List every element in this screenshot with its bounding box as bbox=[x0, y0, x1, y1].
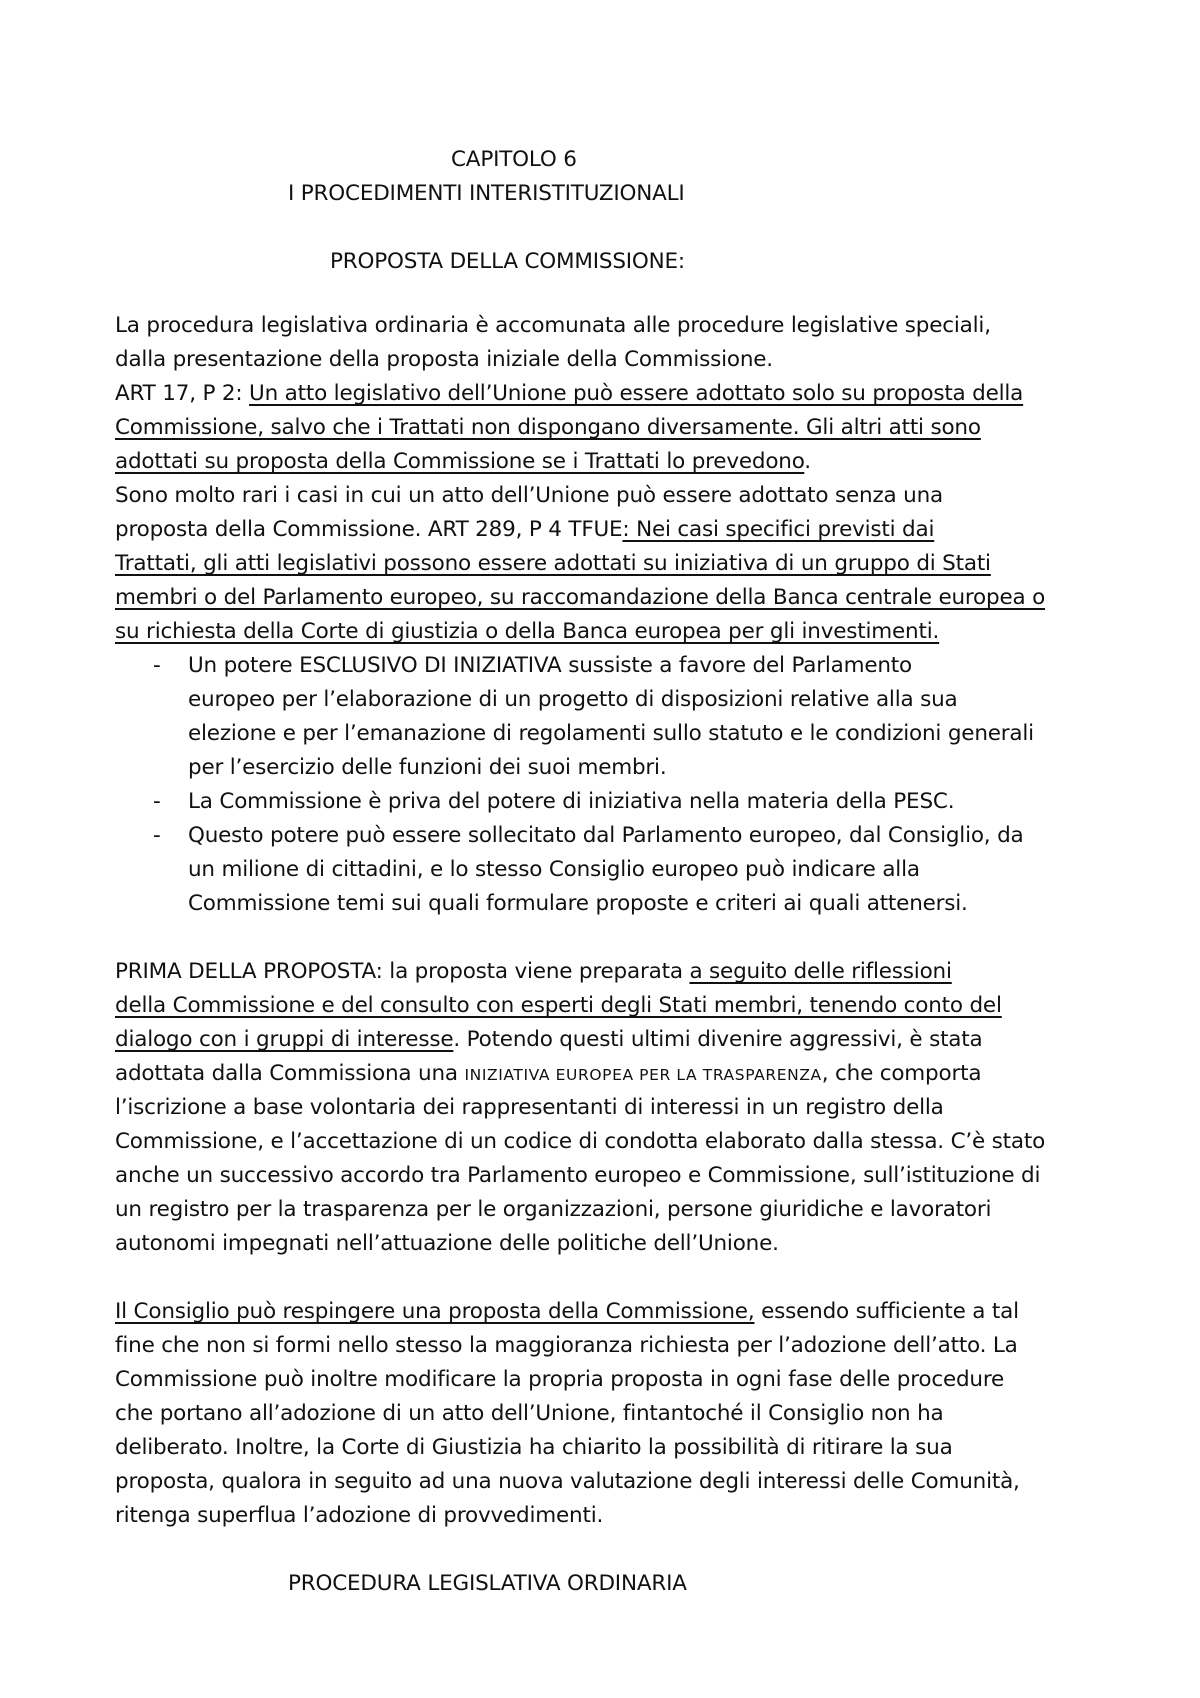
bullet-line: per l’esercizio delle funzioni dei suoi membri. bbox=[188, 755, 667, 780]
underlined-quote: a seguito delle riflessioni bbox=[689, 959, 952, 984]
paragraph-line bbox=[115, 377, 1023, 411]
bullet-line: La Commissione è priva del potere di iniziativa nella materia della PESC. bbox=[188, 789, 955, 814]
bullet-line: europeo per l’elaborazione di un progetto di disposizioni relative alla sua bbox=[188, 687, 958, 712]
underlined-quote: Commissione, salvo che i Trattati non dispongano diversamente. Gli altri atti sono bbox=[115, 415, 981, 440]
bullet-marker: - bbox=[153, 789, 161, 814]
chapter-number: CAPITOLO 6 bbox=[451, 147, 577, 172]
bullet-line: Questo potere può essere sollecitato dal Parlamento europeo, dal Consiglio, da bbox=[188, 823, 1024, 848]
underlined-quote: dialogo con i gruppi di interesse bbox=[115, 1027, 454, 1052]
paragraph-line: adottata dalla Commissiona una INIZIATIVA EUROPEA PER LA TRASPARENZA, che comporta bbox=[115, 1061, 982, 1086]
underlined-quote: Un atto legislativo dell’Unione può essere adottato solo su proposta della bbox=[249, 381, 1024, 406]
paragraph-line: Il Consiglio può respingere una proposta della Commissione, essendo sufficiente a tal bbox=[115, 1299, 1019, 1324]
paragraph-line: che portano all’adozione di un atto dell’Unione, fintantoché il Consiglio non ha bbox=[115, 1401, 944, 1426]
paragraph-line: ritenga superflua l’adozione di provvedimenti. bbox=[115, 1503, 604, 1528]
paragraph-line bbox=[115, 513, 934, 547]
paragraph-line: Sono molto rari i casi in cui un atto dell’Unione può essere adottato senza una bbox=[115, 483, 943, 508]
initiative-name: INIZIATIVA EUROPEA PER LA TRASPARENZA bbox=[464, 1066, 822, 1084]
paragraph-line: un registro per la trasparenza per le organizzazioni, persone giuridiche e lavoratori bbox=[115, 1197, 992, 1222]
paragraph-line: l’iscrizione a base volontaria dei rappresentanti di interessi in un registro della bbox=[115, 1095, 944, 1120]
underlined-quote: adottati su proposta della Commissione se i Trattati lo prevedono bbox=[115, 449, 805, 474]
bullet-line: elezione e per l’emanazione di regolamenti sullo statuto e le condizioni generali bbox=[188, 721, 1034, 746]
paragraph-line: Commissione può inoltre modificare la propria proposta in ogni fase delle procedure bbox=[115, 1367, 1005, 1392]
article-ref: ART 17, P 2: bbox=[115, 381, 250, 406]
paragraph-line: PRIMA DELLA PROPOSTA: la proposta viene preparata a seguito delle riflessioni bbox=[115, 959, 952, 984]
underlined-quote: Il Consiglio può respingere una proposta della Commissione, bbox=[115, 1299, 755, 1324]
paragraph-line: proposta, qualora in seguito ad una nuova valutazione degli interessi delle Comunità, bbox=[115, 1469, 1020, 1494]
underlined-quote: membri o del Parlamento europeo, su raccomandazione della Banca centrale europea o bbox=[115, 585, 1046, 610]
paragraph-line: dialogo con i gruppi di interesse. Potendo questi ultimi divenire aggressivi, è stata bbox=[115, 1027, 983, 1052]
paragraph-line: adottati su proposta della Commissione se i Trattati lo prevedono. bbox=[115, 449, 811, 474]
bullet-line: un milione di cittadini, e lo stesso Consiglio europeo può indicare alla bbox=[188, 857, 920, 882]
underlined-quote: della Commissione e del consulto con esperti degli Stati membri, tenendo conto del bbox=[115, 993, 1002, 1018]
bullet-line: Un potere ESCLUSIVO DI INIZIATIVA sussiste a favore del Parlamento bbox=[188, 653, 912, 678]
underlined-quote: Trattati, gli atti legislativi possono essere adottati su iniziativa di un gruppo di Stati bbox=[115, 551, 991, 576]
underlined-quote: : Nei casi specifici previsti dai bbox=[622, 517, 935, 542]
article-ref: proposta della Commissione. ART 289, P 4 TFUE bbox=[115, 517, 623, 542]
bullet-marker: - bbox=[153, 653, 161, 678]
section-heading-procedura: PROCEDURA LEGISLATIVA ORDINARIA bbox=[288, 1571, 687, 1596]
paragraph-line: Commissione, e l’accettazione di un codice di condotta elaborato dalla stessa. C’è stato bbox=[115, 1129, 1046, 1154]
bullet-line: Commissione temi sui quali formulare proposte e criteri ai quali attenersi. bbox=[188, 891, 968, 916]
underlined-quote: su richiesta della Corte di giustizia o della Banca europea per gli investimenti. bbox=[115, 619, 940, 644]
paragraph-line: autonomi impegnati nell’attuazione delle politiche dell’Unione. bbox=[115, 1231, 779, 1256]
chapter-title: I PROCEDIMENTI INTERISTITUZIONALI bbox=[288, 181, 685, 206]
paragraph-line: fine che non si formi nello stesso la maggioranza richiesta per l’adozione dell’atto. La bbox=[115, 1333, 1018, 1358]
paragraph-line: La procedura legislativa ordinaria è accomunata alle procedure legislative speciali, bbox=[115, 313, 991, 338]
paragraph-line: dalla presentazione della proposta iniziale della Commissione. bbox=[115, 347, 773, 372]
section-heading-proposta: PROPOSTA DELLA COMMISSIONE: bbox=[330, 249, 685, 274]
bullet-marker: - bbox=[153, 823, 161, 848]
paragraph-line: deliberato. Inoltre, la Corte di Giustizia ha chiarito la possibilità di ritirare la sua bbox=[115, 1435, 953, 1460]
paragraph-line: anche un successivo accordo tra Parlamento europeo e Commissione, sull’istituzione di bbox=[115, 1163, 1041, 1188]
